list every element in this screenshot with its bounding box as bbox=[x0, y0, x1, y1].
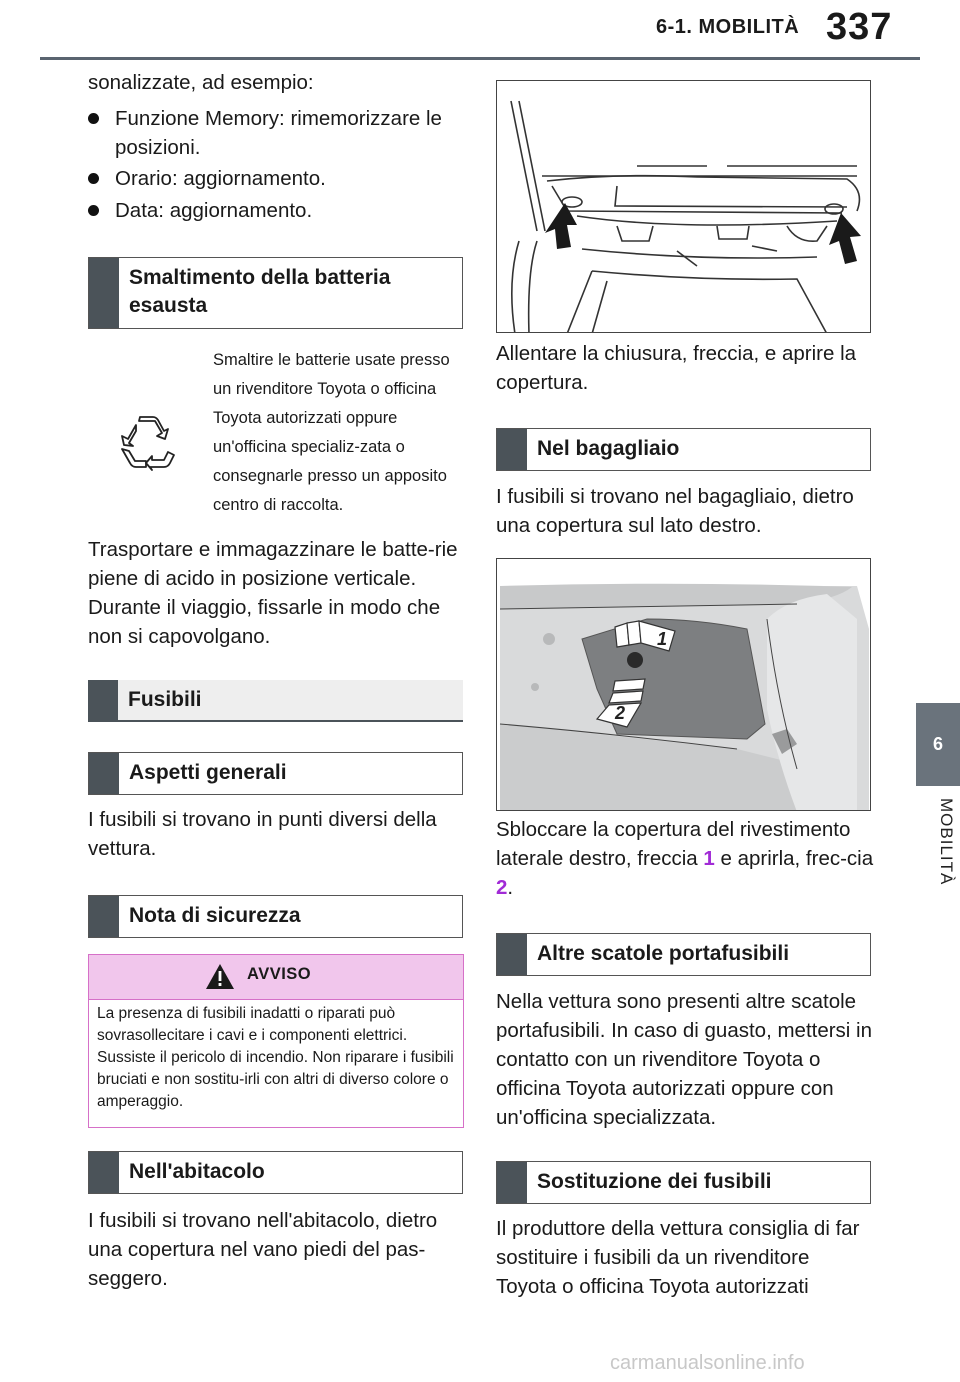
figure2-caption: Sbloccare la copertura del rivestimento laterale destro, freccia 1 e aprirla, frec-cia 2. bbox=[496, 818, 874, 899]
list-item: Funzione Memory: rimemorizzare le posizioni. bbox=[115, 104, 460, 162]
trunk-side-drawing bbox=[497, 559, 871, 811]
sostituzione-text: Il produttore della vettura consiglia di far sostituire i fusibili da un rivenditore Toyota o officina Toyota autorizzati bbox=[496, 1217, 860, 1298]
chapter-tab bbox=[916, 703, 960, 786]
section-heading-abitacolo: Nell'abitacolo bbox=[88, 1151, 463, 1194]
intro-text: sonalizzate, ad esempio: bbox=[88, 71, 314, 94]
altre-text: Nella vettura sono presenti altre scatole portafusibili. In caso di guasto, mettersi in contatto con un rivenditore Toyota o officina Toyota autorizzati oppure con un'officina specializzata. bbox=[496, 990, 873, 1129]
trunk-lid-drawing bbox=[497, 81, 871, 333]
arrow-icon bbox=[545, 203, 577, 249]
section-heading-sicurezza: Nota di sicurezza bbox=[88, 895, 463, 938]
trunk-lid-figure bbox=[496, 80, 871, 333]
warning-text: La presenza di fusibili inadatti o riparati può sovrasollecitare i cavi e i componenti elettrici. Sussiste il pericolo di incendio. Non riparare i fusibili bruciati e non sostitu-irli con altri di diverso colore o amperaggio. bbox=[97, 1005, 454, 1110]
section-heading-bagagliaio: Nel bagagliaio bbox=[496, 428, 871, 471]
chapter-number: 6 bbox=[932, 734, 943, 754]
callout-number-1: 1 bbox=[703, 847, 715, 870]
section-heading-battery: Smaltimento della batteria esausta bbox=[88, 257, 463, 329]
callout-label-2: 2 bbox=[615, 703, 626, 723]
section-title: 6-1. MOBILITÀ bbox=[656, 16, 800, 38]
bullet-icon bbox=[88, 205, 99, 216]
warning-header bbox=[89, 955, 463, 1000]
bullet-icon bbox=[88, 113, 99, 124]
callout-label-1: 1 bbox=[657, 629, 668, 649]
header-divider bbox=[40, 57, 920, 60]
watermark: carmanualsonline.info bbox=[610, 1352, 805, 1374]
warning-title: AVVISO bbox=[247, 965, 312, 983]
abitacolo-text: I fusibili si trovano nell'abitacolo, dietro una copertura nel vano piedi del pas-seggero. bbox=[88, 1209, 438, 1290]
warning-triangle-icon bbox=[205, 963, 235, 990]
bullet-icon bbox=[88, 173, 99, 184]
page-number: 337 bbox=[826, 6, 893, 48]
figure1-caption: Allentare la chiusura, freccia, e aprire la copertura. bbox=[496, 342, 857, 394]
bagagliaio-text: I fusibili si trovano nel bagagliaio, dietro una copertura sul lato destro. bbox=[496, 485, 854, 537]
recycle-icon bbox=[118, 415, 176, 471]
list-item: Orario: aggiornamento. bbox=[115, 164, 460, 193]
list-item: Data: aggiornamento. bbox=[115, 196, 460, 225]
transport-text: Trasportare e immagazzinare le batte-rie piene di acido in posizione verticale. Durante il viaggio, fissarle in modo che non si capovolgano. bbox=[88, 538, 458, 648]
section-heading-fusibili: Fusibili bbox=[88, 680, 463, 722]
callout-number-2: 2 bbox=[496, 876, 508, 899]
chapter-label: MOBILITÀ bbox=[937, 798, 956, 886]
section-heading-sostituzione: Sostituzione dei fusibili bbox=[496, 1161, 871, 1204]
trunk-side-figure bbox=[496, 558, 871, 811]
section-heading-altre: Altre scatole portafusibili bbox=[496, 933, 871, 976]
fusibili-text: I fusibili si trovano in punti diversi della vettura. bbox=[88, 808, 437, 860]
recycle-note: Smaltire le batterie usate presso un rivenditore Toyota o officina Toyota autorizzati oppure un'officina specializ-zata o consegnarle presso un apposito centro di raccolta. bbox=[213, 351, 450, 514]
warning-box bbox=[88, 954, 464, 1128]
section-heading-aspetti: Aspetti generali bbox=[88, 752, 463, 795]
